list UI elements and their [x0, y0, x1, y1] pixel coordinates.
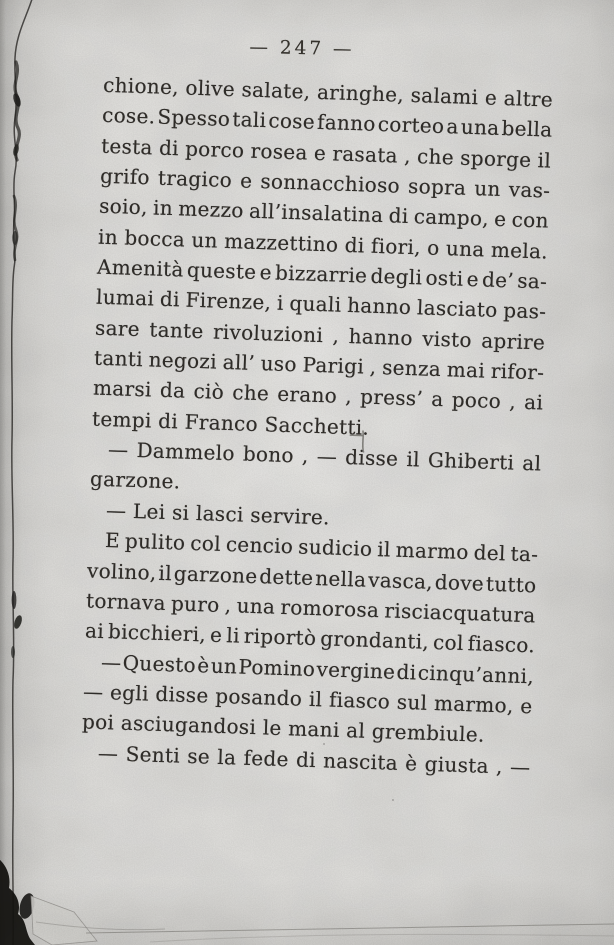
text-line-content: grifo tragico e sonnacchioso sopra un vas-	[99, 163, 551, 203]
text-line-content: garzone.	[89, 466, 181, 494]
text-line-content: marsi da ciò che erano , press’ a poco , ai	[92, 376, 544, 415]
text-line-content: — Lei si lasci servire.	[105, 497, 331, 530]
text-line-content: cose. Spesso tali cose fanno corteo a una bella	[101, 103, 553, 142]
text-line-content: — Dammelo bono , — disse il Ghiberti al	[107, 437, 542, 476]
text-line-content: ai bicchieri, e li riportò grondanti, col fiasco.	[84, 618, 536, 658]
text-line-content: volino, il garzone dette nella vasca, dove tutto	[86, 557, 537, 597]
pencil-annotation-mark	[348, 426, 371, 455]
paper-speck	[323, 743, 325, 745]
text-line-content: poi asciugandosi le mani al grembiule.	[81, 709, 486, 747]
paper-speck	[392, 799, 394, 801]
text-line-content: sare tante rivoluzioni , hanno visto aprire	[94, 315, 546, 355]
text-line-content: — Questo è un Pomino vergine di cinqu’anni,	[100, 649, 535, 688]
text-line-content: testa di porco rosea e rasata , che sporge il	[100, 133, 552, 173]
text-line-content: lumai di Firenze, i quali hanno lasciato pas-	[95, 285, 547, 324]
text-line-content: tempi di Franco Sacchetti.	[91, 406, 370, 440]
text-line-content: — Senti se la fede di nascita è giusta , —	[97, 740, 531, 779]
text-line-content: in bocca un mazzettino di fiori, o una mela.	[97, 224, 549, 264]
pencil-annotation-mark	[369, 434, 371, 435]
text-line-content: chione, olive salate, aringhe, salami e altre	[102, 72, 554, 112]
page-bottom-edge-line	[0, 905, 614, 945]
page-number-header: — 247 —	[249, 36, 355, 61]
text-line-content: Amenità queste e bizzarrie degli osti e de’ sa-	[96, 254, 548, 294]
text-line-content: soio, in mezzo all’insalatina di campo, e con	[98, 194, 550, 233]
text-line-content: E pulito col cencio sudicio il marmo del ta-	[104, 528, 539, 567]
text-line-content: tornava puro , una romorosa risciacquatura	[85, 588, 536, 628]
text-line-content: tanti negozi all’ uso Parigi , senza mai rifor-	[93, 345, 545, 385]
text-line-content: — egli disse posando il fiasco sul marmo, e	[82, 679, 533, 719]
page-body-text	[81, 70, 554, 782]
